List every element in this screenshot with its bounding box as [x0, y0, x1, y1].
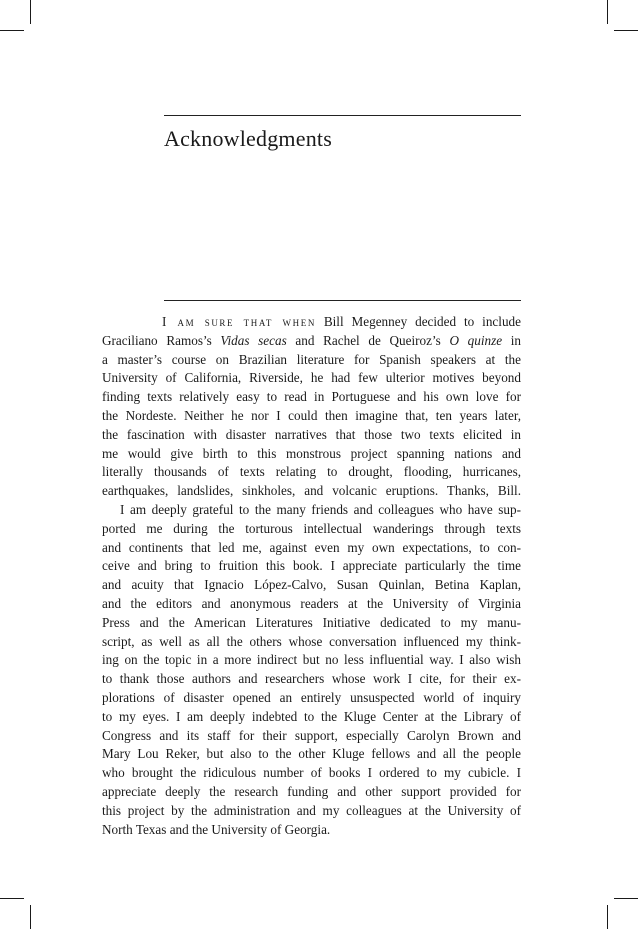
text-line: me would give birth to this monstrous project spanning nations and: [102, 445, 521, 461]
text-line: literally thousands of texts relating to drought, flooding, hurricanes,: [102, 464, 521, 480]
text-line: ported me during the torturous intellectual wanderings through texts: [102, 520, 521, 536]
text-line: I am deeply grateful to the many friends and colleagues who have sup-: [120, 501, 521, 517]
text-line: and continents that led me, against even my own expectations, to con-: [102, 539, 521, 555]
text-line: ing on the topic in a more indirect but no less influential way. I also wish: [102, 652, 521, 668]
crop-mark: [30, 905, 31, 929]
text-line: Graciliano Ramos’s Vidas secas and Rachel de Queiroz’s O quinze in: [102, 332, 521, 348]
text-line: ceive and bring to fruition this book. I appreciate particularly the time: [102, 558, 521, 574]
text-line: script, as well as all the others whose conversation influenced my think-: [102, 633, 521, 649]
crop-mark: [30, 0, 31, 24]
text-line: and acuity that Ignacio López-Calvo, Susan Quinlan, Betina Kaplan,: [102, 577, 521, 593]
text-line: and the editors and anonymous readers at the University of Virginia: [102, 595, 521, 611]
text-line: this project by the administration and my colleagues at the University of: [102, 802, 521, 818]
crop-mark: [614, 30, 638, 31]
text-line: a master’s course on Brazilian literature for Spanish speakers at the: [102, 351, 521, 367]
text-line: appreciate deeply the research funding and other support provided for: [102, 783, 521, 799]
crop-mark: [0, 30, 24, 31]
small-caps-lead: I am sure that when: [162, 314, 316, 329]
text-line: I am sure that when Bill Megenney decided to include: [162, 314, 521, 329]
text-line: to thank those authors and researchers whose work I cite, for their ex-: [102, 671, 521, 687]
paragraph-2: [102, 501, 521, 839]
chapter-title: Acknowledgments: [164, 126, 332, 151]
crop-mark: [614, 898, 638, 899]
book-title: O quinze: [449, 332, 503, 348]
crop-mark: [0, 898, 24, 899]
text-line: earthquakes, landslides, sinkholes, and volcanic eruptions. Thanks, Bill.: [102, 483, 521, 499]
paragraph-1: [102, 313, 521, 501]
text-line: who brought the ridiculous number of books I ordered to my cubicle. I: [102, 765, 521, 781]
acknowledgments-text: [102, 313, 521, 839]
text-line: University of California, Riverside, he had few ulterior motives beyond: [102, 370, 521, 386]
title-rule: [164, 115, 521, 116]
text-line: the fascination with disaster narratives that those two texts elicited in: [102, 426, 521, 442]
text-line: plorations of disaster opened an entirely unsuspected world of inquiry: [102, 689, 521, 705]
text-line: Congress and its staff for their support, especially Carolyn Brown and: [102, 727, 521, 743]
crop-mark: [607, 905, 608, 929]
text-rule: [164, 300, 521, 301]
text-line: North Texas and the University of Georgia.: [102, 821, 331, 837]
text-line: Mary Lou Reker, but also to the other Kluge fellows and all the people: [102, 746, 521, 762]
text-line: to my eyes. I am deeply indebted to the Kluge Center at the Library of: [102, 708, 521, 724]
book-title: Vidas secas: [220, 332, 287, 348]
text-line: Press and the American Literatures Initiative dedicated to my manu-: [102, 614, 521, 630]
text-line: finding texts relatively easy to read in Portuguese and his own love for: [102, 389, 521, 405]
crop-mark: [607, 0, 608, 24]
text-line: the Nordeste. Neither he nor I could then imagine that, ten years later,: [102, 407, 521, 423]
